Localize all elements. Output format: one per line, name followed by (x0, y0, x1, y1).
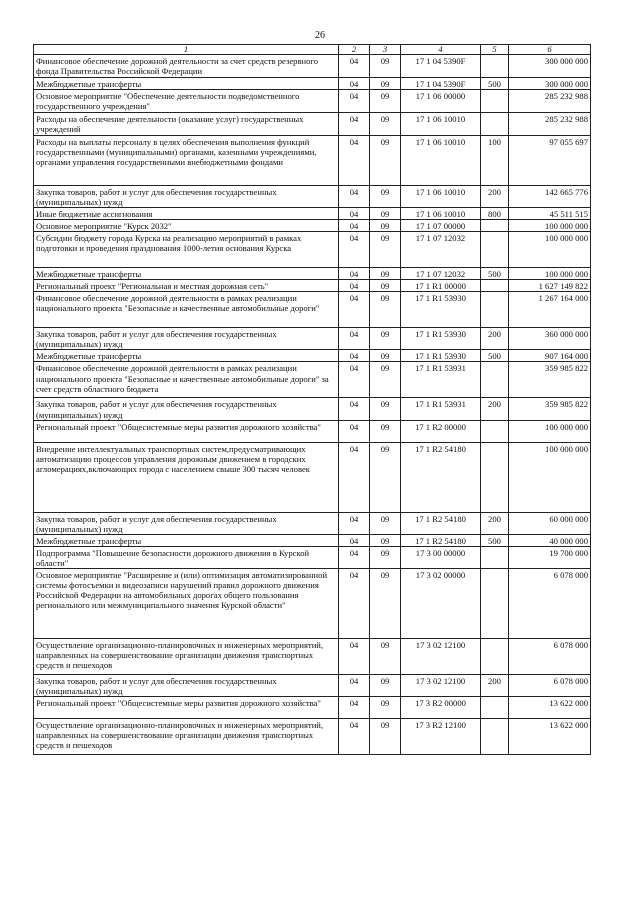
row-name: Закупка товаров, работ и услуг для обеспечения государственных (муниципальных) нужд (34, 398, 339, 420)
row-expense-type: 200 (481, 328, 509, 350)
row-expense-type: 200 (481, 512, 509, 534)
row-section: 04 (339, 220, 370, 232)
table-row (34, 220, 591, 232)
header-target-code: 4 (401, 45, 481, 55)
row-expense-type: 500 (481, 268, 509, 280)
table-row (34, 546, 591, 568)
row-amount: 1 267 164 000 (509, 292, 591, 328)
row-expense-type (481, 718, 509, 754)
row-section: 04 (339, 328, 370, 350)
row-section: 04 (339, 350, 370, 362)
table-row (34, 268, 591, 280)
row-expense-type (481, 280, 509, 292)
row-amount: 100 000 000 (509, 232, 591, 268)
row-target-code: 17 1 07 12032 (401, 268, 481, 280)
row-expense-type: 500 (481, 534, 509, 546)
header-amount: 6 (509, 45, 591, 55)
row-expense-type (481, 442, 509, 512)
row-expense-type (481, 420, 509, 442)
header-expense-type: 5 (481, 45, 509, 55)
table-row (34, 350, 591, 362)
row-section: 04 (339, 232, 370, 268)
row-amount: 907 164 000 (509, 350, 591, 362)
row-amount: 100 000 000 (509, 420, 591, 442)
row-expense-type (481, 696, 509, 718)
row-expense-type: 100 (481, 136, 509, 186)
table-row (34, 186, 591, 208)
row-name: Региональный проект "Региональная и местная дорожная сеть" (34, 280, 339, 292)
row-expense-type (481, 546, 509, 568)
row-target-code: 17 1 R1 53931 (401, 362, 481, 398)
row-section: 04 (339, 638, 370, 674)
row-name: Основное мероприятие "Расширение и (или) оптимизация автоматизированной системы фотосъемки и видеозаписи нарушений правил дорожного движения Российской Федерации на автомобильных дорогах общего пользования регионального или межмуниципального значения Курской области" (34, 568, 339, 638)
row-name: Финансовое обеспечение дорожной деятельности в рамках реализации национального проекта "Безопасные и качественные автомобильные дороги" (34, 292, 339, 328)
row-subsection: 09 (370, 78, 401, 90)
row-expense-type: 500 (481, 78, 509, 90)
row-name: Межбюджетные трансферты (34, 78, 339, 90)
table-row (34, 232, 591, 268)
row-subsection: 09 (370, 674, 401, 696)
table-row (34, 442, 591, 512)
table-row (34, 638, 591, 674)
row-subsection: 09 (370, 280, 401, 292)
header-subsection: 3 (370, 45, 401, 55)
row-subsection: 09 (370, 350, 401, 362)
table-row (34, 90, 591, 113)
row-subsection: 09 (370, 398, 401, 420)
row-target-code: 17 1 R1 53930 (401, 328, 481, 350)
row-target-code: 17 3 02 00000 (401, 568, 481, 638)
row-target-code: 17 1 06 10010 (401, 136, 481, 186)
row-expense-type: 200 (481, 186, 509, 208)
row-target-code: 17 1 R2 54180 (401, 534, 481, 546)
row-subsection: 09 (370, 718, 401, 754)
row-subsection: 09 (370, 362, 401, 398)
row-amount: 285 232 988 (509, 113, 591, 136)
row-target-code: 17 1 06 10010 (401, 208, 481, 220)
row-expense-type (481, 220, 509, 232)
row-expense-type (481, 568, 509, 638)
row-amount: 13 622 000 (509, 718, 591, 754)
row-amount: 359 985 822 (509, 362, 591, 398)
row-subsection: 09 (370, 638, 401, 674)
row-section: 04 (339, 568, 370, 638)
row-amount: 19 700 000 (509, 546, 591, 568)
table-row (34, 420, 591, 442)
row-target-code: 17 1 R2 54180 (401, 442, 481, 512)
row-name: Иные бюджетные ассигнования (34, 208, 339, 220)
row-expense-type (481, 292, 509, 328)
row-section: 04 (339, 113, 370, 136)
row-target-code: 17 1 06 10010 (401, 186, 481, 208)
row-subsection: 09 (370, 208, 401, 220)
row-name: Финансовое обеспечение дорожной деятельности за счет средств резервного фонда Правительства Российской Федерации (34, 55, 339, 78)
row-name: Расходы на обеспечение деятельности (оказание услуг) государственных учреждений (34, 113, 339, 136)
header-name: 1 (34, 45, 339, 55)
table-row (34, 208, 591, 220)
row-name: Основное мероприятие "Курск 2032" (34, 220, 339, 232)
row-name: Закупка товаров, работ и услуг для обеспечения государственных (муниципальных) нужд (34, 512, 339, 534)
row-amount: 300 000 000 (509, 55, 591, 78)
row-section: 04 (339, 268, 370, 280)
row-section: 04 (339, 442, 370, 512)
table-row (34, 362, 591, 398)
row-name: Закупка товаров, работ и услуг для обеспечения государственных (муниципальных) нужд (34, 186, 339, 208)
row-target-code: 17 3 00 00000 (401, 546, 481, 568)
row-amount: 285 232 988 (509, 90, 591, 113)
row-amount: 45 511 515 (509, 208, 591, 220)
row-subsection: 09 (370, 186, 401, 208)
row-target-code: 17 1 R1 00000 (401, 280, 481, 292)
row-expense-type (481, 113, 509, 136)
row-name: Субсидии бюджету города Курска на реализацию мероприятий в рамках подготовки и проведения празднования 1000-летия основания Курска (34, 232, 339, 268)
row-section: 04 (339, 534, 370, 546)
row-name: Межбюджетные трансферты (34, 350, 339, 362)
table-row (34, 328, 591, 350)
row-expense-type: 200 (481, 674, 509, 696)
row-subsection: 09 (370, 268, 401, 280)
row-name: Региональный проект "Общесистемные меры развития дорожного хозяйства" (34, 420, 339, 442)
row-target-code: 17 1 07 12032 (401, 232, 481, 268)
row-subsection: 09 (370, 546, 401, 568)
row-expense-type: 200 (481, 398, 509, 420)
row-section: 04 (339, 292, 370, 328)
table-row (34, 718, 591, 754)
row-amount: 1 627 149 822 (509, 280, 591, 292)
row-subsection: 09 (370, 534, 401, 546)
row-amount: 142 665 776 (509, 186, 591, 208)
row-expense-type: 800 (481, 208, 509, 220)
row-name: Осуществление организационно-планировочных и инженерных мероприятий, направленных на совершенствование организации движения транспортных средств и пешеходов (34, 638, 339, 674)
row-section: 04 (339, 398, 370, 420)
row-name: Основное мероприятие "Обеспечение деятельности подведомственного государственного учреждения" (34, 90, 339, 113)
row-subsection: 09 (370, 328, 401, 350)
row-target-code: 17 3 R2 12100 (401, 718, 481, 754)
page-number: 26 (315, 30, 325, 41)
budget-table (33, 44, 591, 755)
table-row (34, 512, 591, 534)
row-name: Внедрение интеллектуальных транспортных систем,предусматривающих автоматизацию процессов управления дорожным движением в городских агломерациях,включающих города с населением свыше 300 тысяч человек (34, 442, 339, 512)
row-amount: 360 000 000 (509, 328, 591, 350)
row-section: 04 (339, 280, 370, 292)
row-target-code: 17 1 04 5390F (401, 78, 481, 90)
row-subsection: 09 (370, 90, 401, 113)
table-row (34, 136, 591, 186)
table-row (34, 534, 591, 546)
row-target-code: 17 1 04 5390F (401, 55, 481, 78)
row-expense-type: 500 (481, 350, 509, 362)
row-amount: 6 078 000 (509, 638, 591, 674)
row-section: 04 (339, 512, 370, 534)
row-section: 04 (339, 420, 370, 442)
row-section: 04 (339, 696, 370, 718)
row-name: Закупка товаров, работ и услуг для обеспечения государственных (муниципальных) нужд (34, 328, 339, 350)
row-expense-type (481, 90, 509, 113)
table-row (34, 568, 591, 638)
row-section: 04 (339, 208, 370, 220)
row-subsection: 09 (370, 696, 401, 718)
row-amount: 60 000 000 (509, 512, 591, 534)
row-target-code: 17 1 06 00000 (401, 90, 481, 113)
row-amount: 6 078 000 (509, 674, 591, 696)
row-subsection: 09 (370, 220, 401, 232)
row-name: Региональный проект "Общесистемные меры развития дорожного хозяйства" (34, 696, 339, 718)
row-expense-type (481, 55, 509, 78)
row-amount: 40 000 000 (509, 534, 591, 546)
row-subsection: 09 (370, 568, 401, 638)
row-target-code: 17 1 R1 53930 (401, 292, 481, 328)
row-name: Расходы на выплаты персоналу в целях обеспечения выполнения функций государственными (муниципальными) органами, казенными учреждениями, органами управления государственными внебюджетными фондами (34, 136, 339, 186)
row-section: 04 (339, 90, 370, 113)
row-section: 04 (339, 674, 370, 696)
table-row (34, 280, 591, 292)
header-row (34, 45, 591, 55)
row-expense-type (481, 638, 509, 674)
row-name: Закупка товаров, работ и услуг для обеспечения государственных (муниципальных) нужд (34, 674, 339, 696)
row-subsection: 09 (370, 113, 401, 136)
row-target-code: 17 1 06 10010 (401, 113, 481, 136)
row-target-code: 17 1 R1 53931 (401, 398, 481, 420)
row-name: Финансовое обеспечение дорожной деятельности в рамках реализации национального проекта "Безопасные и качественные автомобильные дороги" за счет средств областного бюджета (34, 362, 339, 398)
row-section: 04 (339, 136, 370, 186)
row-name: Межбюджетные трансферты (34, 534, 339, 546)
table-row (34, 696, 591, 718)
row-subsection: 09 (370, 512, 401, 534)
row-amount: 13 622 000 (509, 696, 591, 718)
row-amount: 6 078 000 (509, 568, 591, 638)
row-expense-type (481, 232, 509, 268)
row-section: 04 (339, 55, 370, 78)
row-name: Осуществление организационно-планировочных и инженерных мероприятий, направленных на совершенствование организации движения транспортных средств и пешеходов (34, 718, 339, 754)
row-amount: 100 000 000 (509, 220, 591, 232)
row-target-code: 17 3 R2 00000 (401, 696, 481, 718)
table-row (34, 55, 591, 78)
table-row (34, 292, 591, 328)
row-section: 04 (339, 546, 370, 568)
row-expense-type (481, 362, 509, 398)
row-section: 04 (339, 186, 370, 208)
row-target-code: 17 3 02 12100 (401, 638, 481, 674)
row-amount: 359 985 822 (509, 398, 591, 420)
row-name: Межбюджетные трансферты (34, 268, 339, 280)
row-target-code: 17 1 07 00000 (401, 220, 481, 232)
row-section: 04 (339, 718, 370, 754)
row-amount: 300 000 000 (509, 78, 591, 90)
row-amount: 97 055 697 (509, 136, 591, 186)
row-target-code: 17 1 R2 00000 (401, 420, 481, 442)
row-section: 04 (339, 362, 370, 398)
row-subsection: 09 (370, 292, 401, 328)
row-subsection: 09 (370, 232, 401, 268)
row-subsection: 09 (370, 420, 401, 442)
row-target-code: 17 1 R2 54180 (401, 512, 481, 534)
header-section: 2 (339, 45, 370, 55)
row-section: 04 (339, 78, 370, 90)
row-subsection: 09 (370, 136, 401, 186)
table-row (34, 674, 591, 696)
row-target-code: 17 3 02 12100 (401, 674, 481, 696)
table-row (34, 113, 591, 136)
row-amount: 100 000 000 (509, 442, 591, 512)
table-row (34, 398, 591, 420)
row-target-code: 17 1 R1 53930 (401, 350, 481, 362)
row-name: Подпрограмма "Повышение безопасности дорожного движения в Курской области" (34, 546, 339, 568)
table-row (34, 78, 591, 90)
table-body (34, 55, 591, 755)
row-subsection: 09 (370, 55, 401, 78)
row-amount: 100 000 000 (509, 268, 591, 280)
row-subsection: 09 (370, 442, 401, 512)
